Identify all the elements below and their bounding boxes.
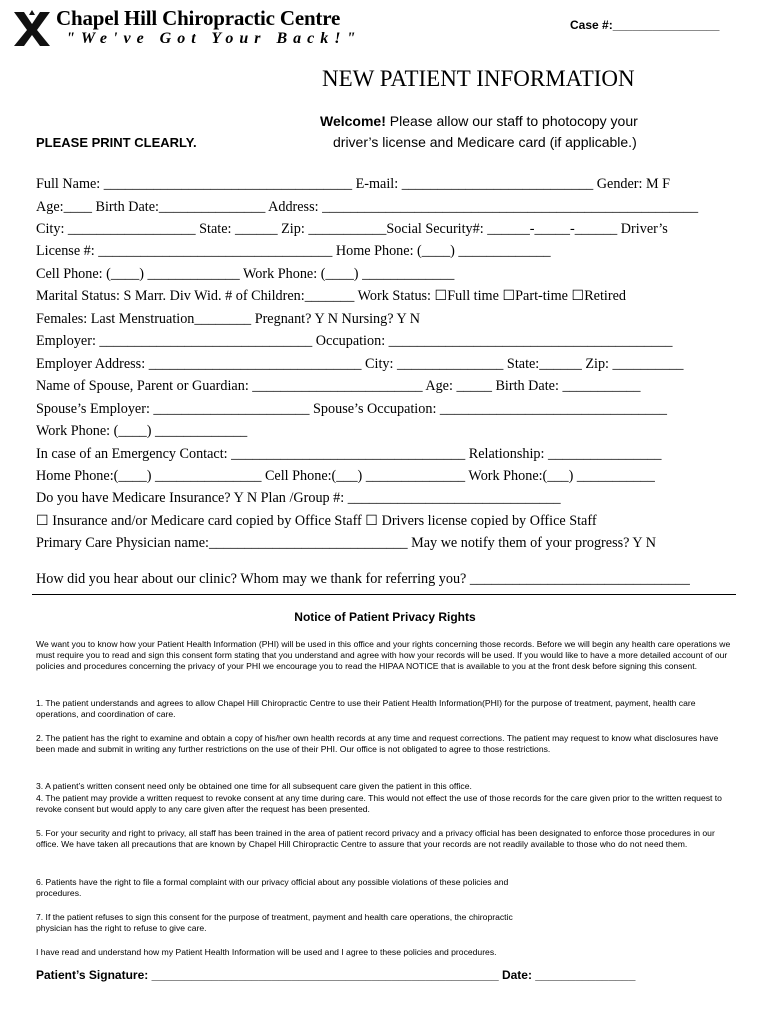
form-line-office-checkboxes[interactable]: ☐ Insurance and/or Medicare card copied by Office Staff ☐ Drivers license copied by Office Staff (36, 513, 597, 529)
form-line-employer[interactable]: Employer: ______________________________ Occupation: ________________________________________ (36, 333, 673, 349)
case-number-field[interactable]: Case #:________________ (570, 18, 720, 32)
notice-paragraph-7: 7. If the patient refuses to sign this consent for the purpose of treatment, payment and health care operations, the chiropractic physician has the right to refuse to give care. (36, 912, 513, 933)
section-divider (32, 594, 736, 595)
form-line-medicare[interactable]: Do you have Medicare Insurance? Y N Plan /Group #: ______________________________ (36, 490, 561, 506)
form-line-emergency-phones[interactable]: Home Phone:(____) _______________ Cell Phone:(___) ______________ Work Phone:(___) ___________ (36, 468, 655, 484)
form-line-marital-work-status[interactable]: Marital Status: S Marr. Div Wid. # of Children:_______ Work Status: ☐Full time ☐Part-time ☐Retired (36, 288, 626, 304)
notice-title: Notice of Patient Privacy Rights (294, 610, 476, 624)
clinic-name: Chapel Hill Chiropractic Centre (56, 6, 341, 30)
form-line-full-name[interactable]: Full Name: ___________________________________ E-mail: ___________________________ Gender: M F (36, 176, 671, 192)
form-line-age-address[interactable]: Age:____ Birth Date:_______________ Address: _____________________________________________________ (36, 199, 699, 215)
form-line-employer-address[interactable]: Employer Address: ______________________________ City: _______________ State:______ Zip: __________ (36, 356, 684, 372)
notice-paragraph-4: 4. The patient may provide a written request to revoke consent at any time during care. This would not effect the use of those records for the care given prior to the written request to revoke consent but would apply to any care given after the request has been presented. (36, 793, 722, 814)
welcome-text: Please allow our staff to photocopy your (385, 113, 638, 129)
notice-paragraph-5: 5. For your security and right to privacy, all staff has been trained in the area of patient record privacy and a privacy official has been designated to enforce those procedures in our office. We have taken all precautions that are known by Chapel Hill Chiropractic Centre to assure that your records are not readily available to those who do not need them. (36, 828, 715, 849)
form-line-emergency-contact[interactable]: In case of an Emergency Contact: _________________________________ Relationship: ________________ (36, 446, 662, 462)
form-line-license-home-phone[interactable]: License #: _________________________________ Home Phone: (____) _____________ (36, 243, 551, 259)
signature-date-field[interactable]: Patient’s Signature: ____________________________________________________ Date: _______________ (36, 968, 636, 982)
welcome-line-1 (320, 113, 638, 129)
form-title: NEW PATIENT INFORMATION (322, 66, 635, 91)
clinic-tagline: "We've Got Your Back!" (66, 30, 362, 47)
form-line-referral[interactable]: How did you hear about our clinic? Whom may we thank for referring you? _______________________________ (36, 571, 690, 587)
notice-paragraph-1: 1. The patient understands and agrees to allow Chapel Hill Chiropractic Centre to use their Patient Health Information(PHI) for the purpose of treatment, payment, health care operations, and coordination of care. (36, 698, 696, 719)
notice-paragraph-3: 3. A patient’s written consent need only be obtained one time for all subsequent care given the patient in this office. (36, 781, 472, 791)
notice-paragraph-intro: We want you to know how your Patient Health Information (PHI) will be used in this office and your rights concerning those records. Before we will begin any health care operations we must require you to read and sign this consent form stating that you understand and agree with how your records will be used. If you would like to have a more detailed account of our policies and procedures concerning the privacy of your PHI we encourage you to read the HIPAA NOTICE that is available to you at the front desk before signing this consent. (36, 639, 731, 671)
notice-agreement: I have read and understand how my Patient Health Information will be used and I agree to these policies and procedures. (36, 947, 497, 957)
chapel-hill-logo-icon (10, 6, 54, 50)
notice-paragraph-2: 2. The patient has the right to examine and obtain a copy of his/her own health records at any time and request corrections. The patient may request to know what disclosures have been made and submit in writing any further restrictions on the use of their PHI. Our office is not obligated to agree to those restrictions. (36, 733, 719, 754)
welcome-bold: Welcome! (320, 113, 386, 129)
notice-paragraph-6: 6. Patients have the right to file a formal complaint with our privacy official about any possible violations of these policies and procedures. (36, 877, 509, 898)
form-line-cell-work-phone[interactable]: Cell Phone: (____) _____________ Work Phone: (____) _____________ (36, 266, 455, 282)
form-line-primary-physician[interactable]: Primary Care Physician name:____________________________ May we notify them of your progress? Y N (36, 535, 656, 551)
form-line-spouse-work-phone[interactable]: Work Phone: (____) _____________ (36, 423, 248, 439)
welcome-line-2: driver’s license and Medicare card (if applicable.) (333, 134, 637, 150)
form-line-females[interactable]: Females: Last Menstruation________ Pregnant? Y N Nursing? Y N (36, 311, 421, 327)
form-line-city-ssn[interactable]: City: __________________ State: ______ Zip: ___________Social Security#: ______-_____-______ Driver’s (36, 221, 668, 237)
form-line-spouse-employer[interactable]: Spouse’s Employer: ______________________ Spouse’s Occupation: ________________________________ (36, 401, 667, 417)
print-clearly-note: PLEASE PRINT CLEARLY. (36, 135, 197, 150)
form-line-spouse-guardian[interactable]: Name of Spouse, Parent or Guardian: ________________________ Age: _____ Birth Date: ___________ (36, 378, 641, 394)
